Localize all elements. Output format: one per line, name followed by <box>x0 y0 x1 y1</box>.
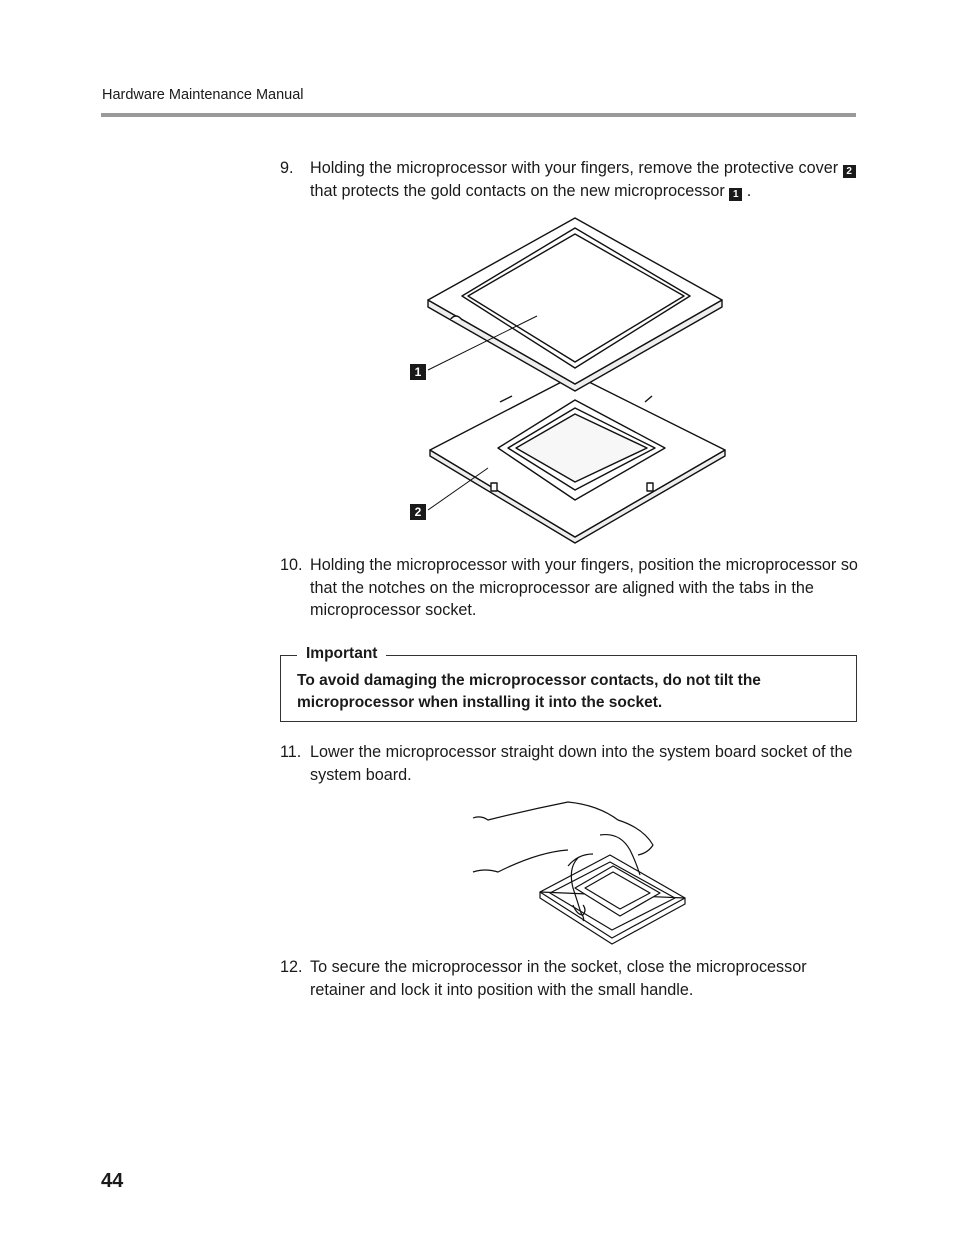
step-12 <box>280 956 860 1001</box>
step-number: 9. <box>280 159 294 177</box>
running-header: Hardware Maintenance Manual <box>102 87 304 103</box>
step-number: 11. <box>280 743 302 761</box>
callout-badge: 1 <box>729 188 742 201</box>
step-10 <box>280 554 860 622</box>
callout-badge: 2 <box>410 504 426 520</box>
step-number: 12. <box>280 958 303 976</box>
figure-callout-1 <box>410 362 426 380</box>
step-11 <box>280 741 860 786</box>
important-label: Important <box>297 644 386 664</box>
important-text: To avoid damaging the microprocessor contacts, do not tilt the microprocessor when installing it into the socket. <box>297 672 761 711</box>
callout-badge: 2 <box>843 165 856 178</box>
header-rule <box>101 113 856 117</box>
step-text: To secure the microprocessor in the socket, close the microprocessor retainer and lock it into position with the small handle. <box>310 958 807 999</box>
step-text-part: Holding the microprocessor with your fingers, remove the protective cover <box>310 159 839 177</box>
step-number: 10. <box>280 556 303 574</box>
step-text-part: that protects the gold contacts on the new microprocessor <box>310 181 725 200</box>
step-text <box>310 157 860 202</box>
page-number: 44 <box>101 1170 124 1192</box>
step-text: Holding the microprocessor with your fingers, position the microprocessor so that the notches on the microprocessor are aligned with the tabs in the microprocessor socket. <box>310 556 858 619</box>
hand-lowering-microprocessor-illustration <box>465 795 690 945</box>
step-9 <box>280 157 860 202</box>
step-text-part: . <box>746 181 752 200</box>
microprocessor-cover-illustration <box>400 212 740 547</box>
step-text: Lower the microprocessor straight down into the system board socket of the system board. <box>310 743 853 784</box>
callout-badge: 1 <box>410 364 426 380</box>
figure-callout-2 <box>410 502 426 520</box>
